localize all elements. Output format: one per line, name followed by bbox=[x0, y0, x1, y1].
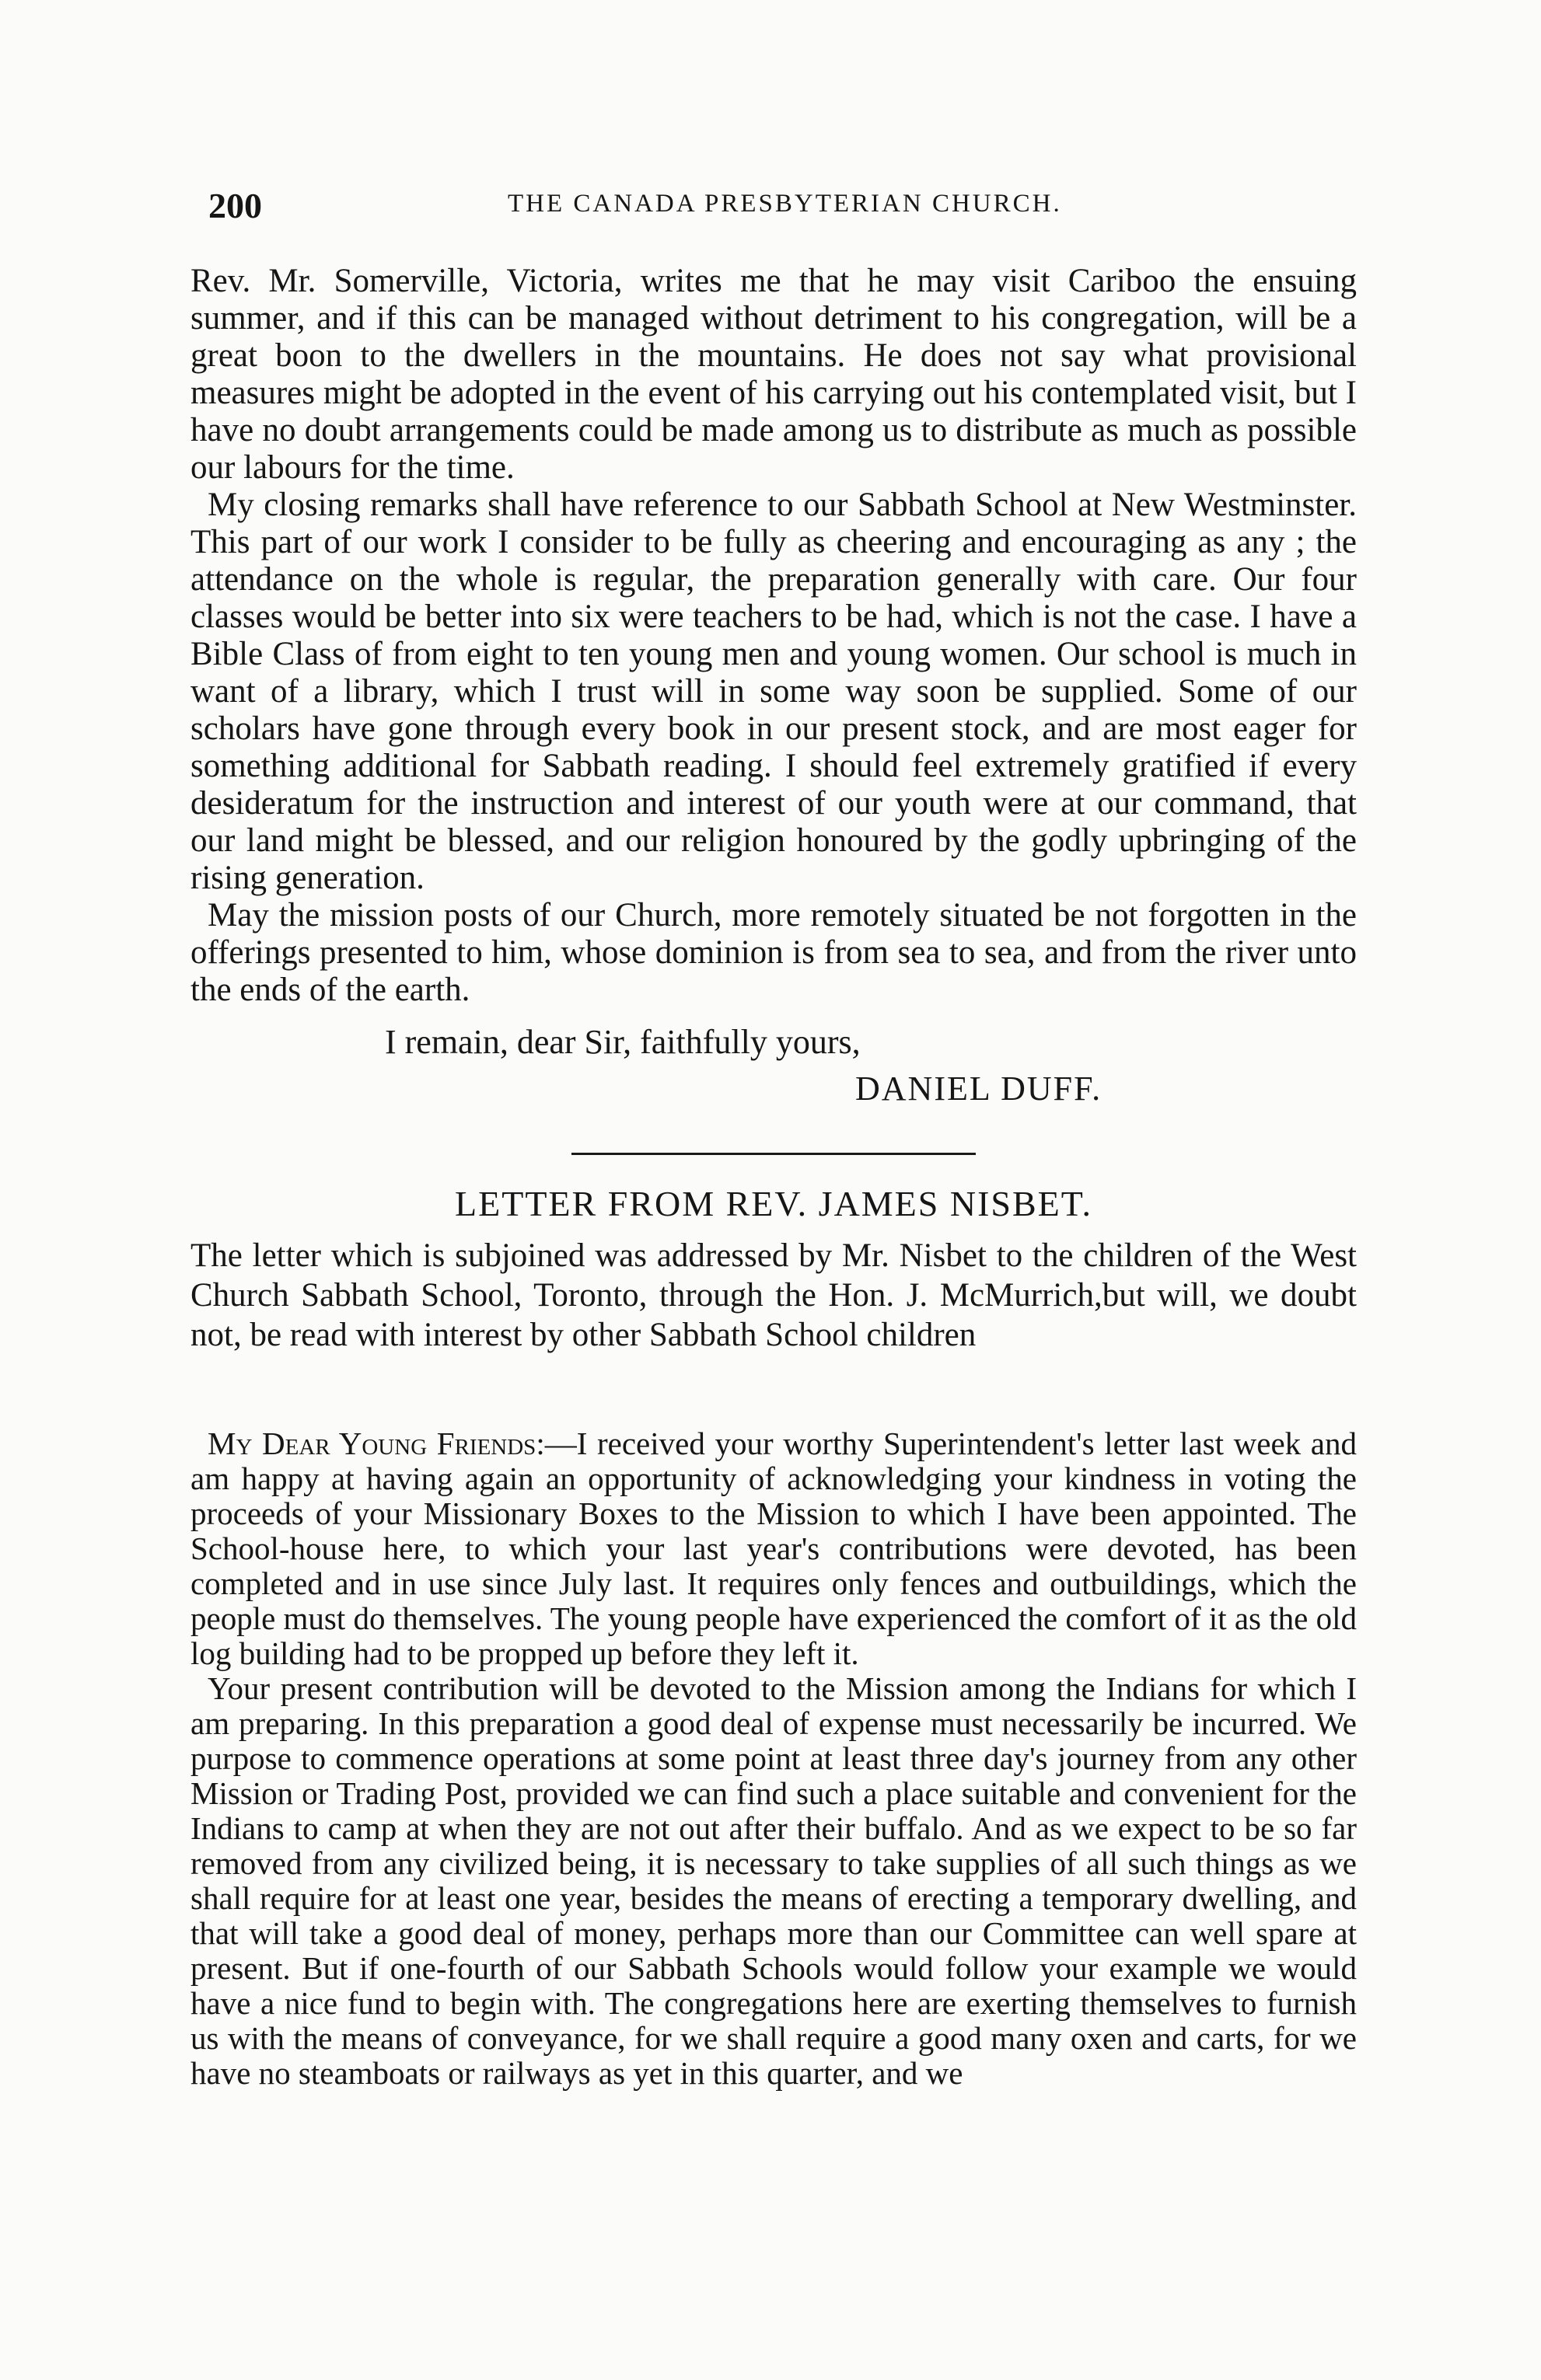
running-head bbox=[208, 185, 1359, 232]
letter-two-intro-block bbox=[190, 1236, 1357, 1355]
letter-one-paragraph: Rev. Mr. Somerville, Victoria, writes me that he may visit Cariboo the ensuing summer, and if this can be managed without detriment to his congregation, will be a great boon to the dwellers in the mountains. He does not say what provisional measures might be adopted in the event of his carrying out his contemplated visit, but I have no doubt arrangements could be made among us to distribute as much as possible our labours for the time. bbox=[190, 263, 1357, 486]
letter-one-paragraph: May the mission posts of our Church, more remotely situated be not forgotten in the offerings presented to him, whose dominion is from sea to sea, and from the river unto the ends of the earth. bbox=[190, 897, 1357, 1008]
journal-title: THE CANADA PRESBYTERIAN CHURCH. bbox=[508, 190, 1062, 218]
page-number: 200 bbox=[208, 186, 262, 225]
letter-two-paragraph bbox=[190, 1426, 1357, 1671]
letter-one-paragraph: My closing remarks shall have reference to our Sabbath School at New Westminster. This part of our work I consider to be fully as cheering and encouraging as any ; the attendance on the whole is regular, the preparation generally with care. Our four classes would be better into six were teachers to be had, which is not the case. I have a Bible Class of from eight to ten young men and young women. Our school is much in want of a library, which I trust will in some way soon be supplied. Some of our scholars have gone through every book in our present stock, and are most eager for something additional for Sabbath reading. I should feel extremely gratified if every desideratum for the instruction and interest of our youth were at our command, that our land might be blessed, and our religion honoured by the godly upbringing of the rising generation. bbox=[190, 487, 1357, 896]
letter-two-intro: The letter which is subjoined was addressed by Mr. Nisbet to the children of the West Church Sabbath School, Toronto, through the Hon. J. McMurrich,but will, we doubt not, be read with interest by other Sabbath School children bbox=[190, 1237, 1357, 1353]
letter-one-signature: DANIEL DUFF. bbox=[855, 1070, 1102, 1108]
letter-two-paragraph-text: :—I received your worthy Superintendent's letter last week and am happy at having again an opportunity of acknowledging your kindness in voting the proceeds of your Missionary Boxes to the Mission to which I have been appointed. The School-house here, to which your last year's contributions were devoted, has been completed and in use since July last. It requires only fences and outbuildings, which the people must do themselves. The young people have experienced the comfort of it as the old log building had to be propped up before they left it. bbox=[190, 1426, 1357, 1671]
letter-one-body bbox=[190, 263, 1357, 1009]
letter-two-paragraph: Your present contribution will be devoted to the Mission among the Indians for which I am preparing. In this preparation a good deal of expense must necessarily be incurred. We purpose to commence operations at some point at least three day's journey from any other Mission or Trading Post, provided we can find such a place suitable and convenient for the Indians to camp at when they are not out after their buffalo. And as we expect to be so far removed from any civilized being, it is necessary to take supplies of all such things as we shall require for at least one year, besides the means of erecting a temporary dwelling, and that will take a good deal of money, perhaps more than our Committee can well spare at present. But if one-fourth of our Sabbath Schools would follow your example we would have a nice fund to begin with. The congregations here are exerting themselves to furnish us with the means of conveyance, for we shall require a good many oxen and carts, for we have no steamboats or railways as yet in this quarter, and we bbox=[190, 1670, 1357, 2091]
letter-two-salutation: My Dear Young Friends bbox=[208, 1426, 536, 1461]
letter-one-closing: I remain, dear Sir, faithfully yours, bbox=[385, 1023, 861, 1061]
section-divider bbox=[571, 1153, 976, 1155]
letter-two-body bbox=[190, 1426, 1357, 2091]
letter-two-heading: LETTER FROM REV. JAMES NISBET. bbox=[455, 1184, 1092, 1223]
